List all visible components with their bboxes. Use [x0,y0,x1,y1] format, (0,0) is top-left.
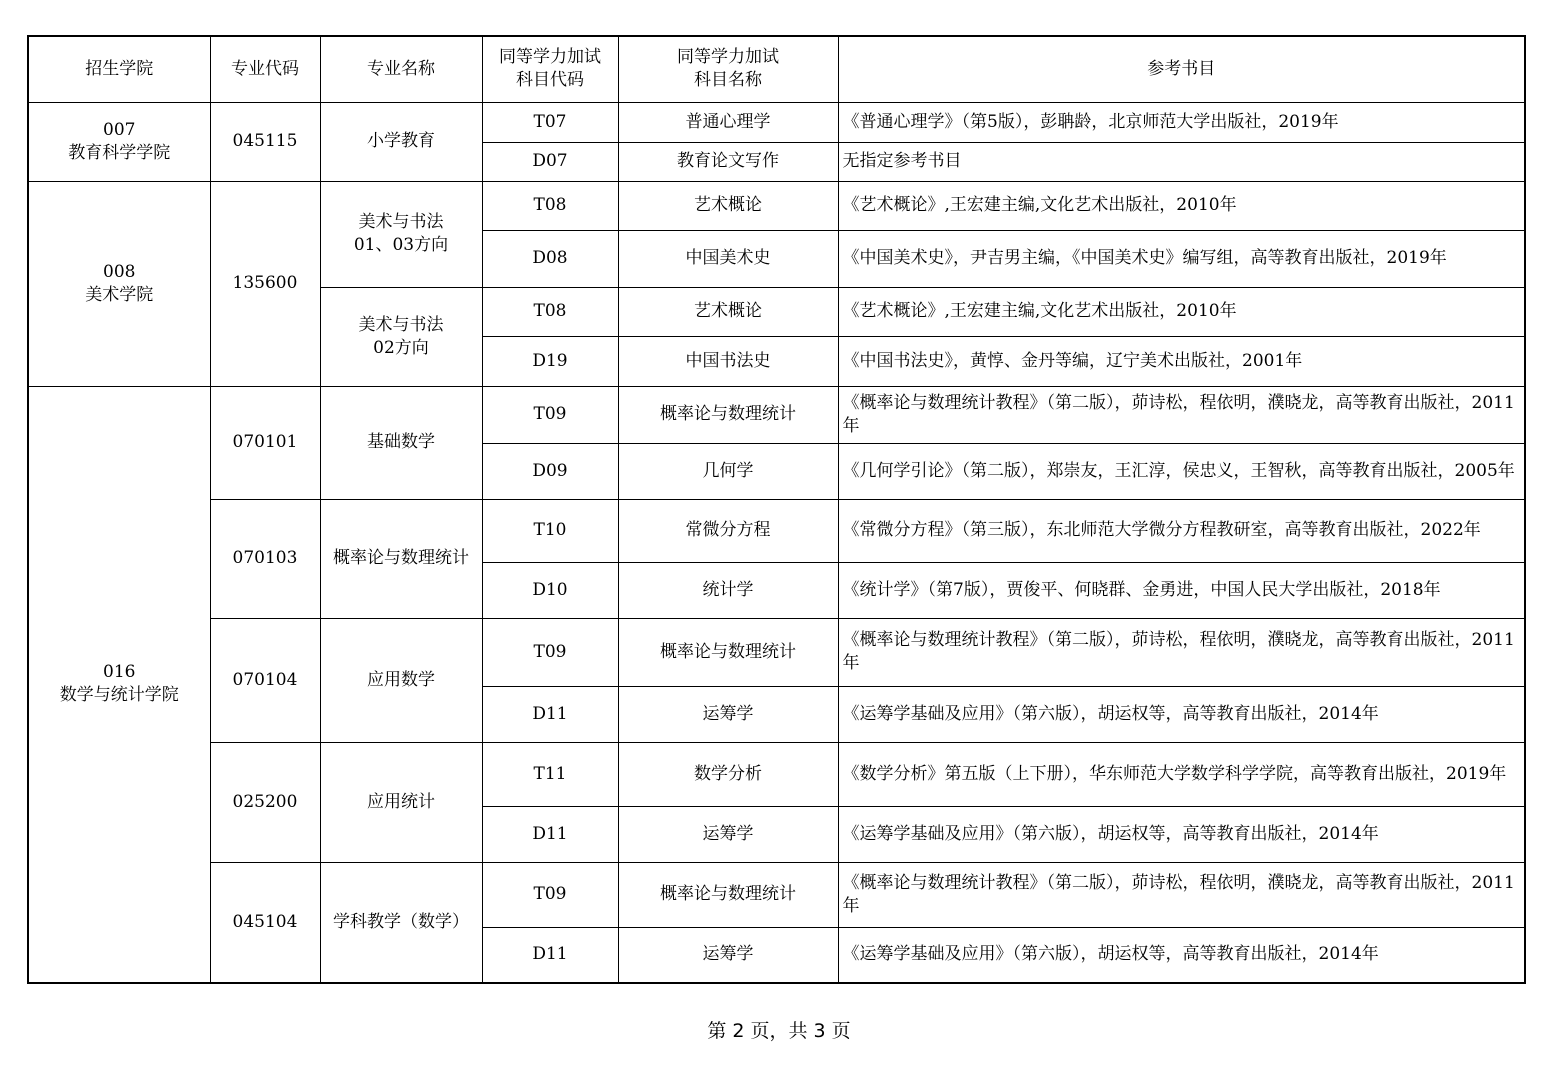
header-college: 招生学院 [28,36,210,102]
subject-code-cell: T07 [482,102,618,142]
subject-name-cell: 中国书法史 [618,336,838,386]
subject-code-cell: T09 [482,618,618,686]
reference-cell: 《艺术概论》,王宏建主编,文化艺术出版社，2010年 [838,181,1525,230]
subject-code-cell: D07 [482,142,618,181]
subject-name-cell: 艺术概论 [618,181,838,230]
subject-code-cell: D11 [482,806,618,862]
subject-code-cell: D10 [482,562,618,618]
major-code-cell: 070103 [210,499,320,618]
table-row [28,742,1525,806]
subject-code-cell: D11 [482,686,618,742]
subject-code-cell: D08 [482,230,618,287]
table-row [28,618,1525,686]
subject-name-cell: 概率论与数理统计 [618,618,838,686]
reference-cell: 《运筹学基础及应用》（第六版），胡运权等，高等教育出版社，2014年 [838,927,1525,983]
reference-cell: 《概率论与数理统计教程》（第二版），茆诗松，程依明，濮晓龙，高等教育出版社，2011年 [838,386,1525,443]
subject-name-cell: 中国美术史 [618,230,838,287]
header-subject-code: 同等学力加试 科目代码 [482,36,618,102]
major-name-cell: 概率论与数理统计 [320,499,482,618]
reference-cell: 《中国美术史》，尹吉男主编，《中国美术史》编写组，高等教育出版社，2019年 [838,230,1525,287]
reference-cell: 《几何学引论》（第二版），郑崇友，王汇淳，侯忠义，王智秋，高等教育出版社，2005年 [838,443,1525,499]
college-cell: 016 数学与统计学院 [28,386,210,983]
major-name-cell: 应用统计 [320,742,482,862]
reference-cell: 《普通心理学》（第5版），彭聃龄，北京师范大学出版社，2019年 [838,102,1525,142]
subject-name-cell: 常微分方程 [618,499,838,562]
major-code-cell: 070101 [210,386,320,499]
reference-cell: 《数学分析》第五版（上下册），华东师范大学数学科学学院，高等教育出版社，2019年 [838,742,1525,806]
subject-name-cell: 统计学 [618,562,838,618]
major-name-cell: 美术与书法 02方向 [320,287,482,386]
subject-code-cell: D09 [482,443,618,499]
subject-code-cell: T08 [482,287,618,336]
college-cell: 007 教育科学学院 [28,102,210,181]
page-number: 第 2 页，共 3 页 [707,1020,851,1042]
reference-cell: 《艺术概论》,王宏建主编,文化艺术出版社，2010年 [838,287,1525,336]
subject-code-cell: T08 [482,181,618,230]
major-code-cell: 070104 [210,618,320,742]
subject-code-cell: T11 [482,742,618,806]
subject-code-cell: D19 [482,336,618,386]
subject-name-cell: 运筹学 [618,686,838,742]
major-code-cell: 135600 [210,181,320,386]
table-row [28,386,1525,443]
reference-cell: 《中国书法史》，黄惇、金丹等编，辽宁美术出版社，2001年 [838,336,1525,386]
reference-book-table [27,35,1526,984]
subject-name-cell: 艺术概论 [618,287,838,336]
reference-cell: 《运筹学基础及应用》（第六版），胡运权等，高等教育出版社，2014年 [838,686,1525,742]
table-row [28,862,1525,927]
reference-cell: 《概率论与数理统计教程》（第二版），茆诗松，程依明，濮晓龙，高等教育出版社，2011年 [838,618,1525,686]
major-name-cell: 基础数学 [320,386,482,499]
subject-code-cell: D11 [482,927,618,983]
subject-name-cell: 运筹学 [618,806,838,862]
subject-code-cell: T10 [482,499,618,562]
subject-code-cell: T09 [482,862,618,927]
reference-cell: 《概率论与数理统计教程》（第二版），茆诗松，程依明，濮晓龙，高等教育出版社，2011年 [838,862,1525,927]
subject-name-cell: 教育论文写作 [618,142,838,181]
header-major-name: 专业名称 [320,36,482,102]
reference-cell: 《运筹学基础及应用》（第六版），胡运权等，高等教育出版社，2014年 [838,806,1525,862]
table-row [28,181,1525,230]
college-cell: 008 美术学院 [28,181,210,386]
subject-name-cell: 数学分析 [618,742,838,806]
header-reference: 参考书目 [838,36,1525,102]
major-name-cell: 美术与书法 01、03方向 [320,181,482,287]
table-row [28,499,1525,562]
header-subject-name: 同等学力加试 科目名称 [618,36,838,102]
reference-cell: 无指定参考书目 [838,142,1525,181]
major-name-cell: 应用数学 [320,618,482,742]
subject-name-cell: 概率论与数理统计 [618,386,838,443]
major-code-cell: 045104 [210,862,320,983]
subject-name-cell: 几何学 [618,443,838,499]
table-row [28,102,1525,142]
reference-cell: 《统计学》（第7版），贾俊平、何晓群、金勇进，中国人民大学出版社，2018年 [838,562,1525,618]
subject-name-cell: 概率论与数理统计 [618,862,838,927]
header-major-code: 专业代码 [210,36,320,102]
subject-name-cell: 普通心理学 [618,102,838,142]
major-code-cell: 025200 [210,742,320,862]
major-name-cell: 学科教学（数学） [320,862,482,983]
major-code-cell: 045115 [210,102,320,181]
reference-cell: 《常微分方程》（第三版），东北师范大学微分方程教研室，高等教育出版社，2022年 [838,499,1525,562]
major-name-cell: 小学教育 [320,102,482,181]
subject-name-cell: 运筹学 [618,927,838,983]
subject-code-cell: T09 [482,386,618,443]
table-header-row [28,36,1525,102]
